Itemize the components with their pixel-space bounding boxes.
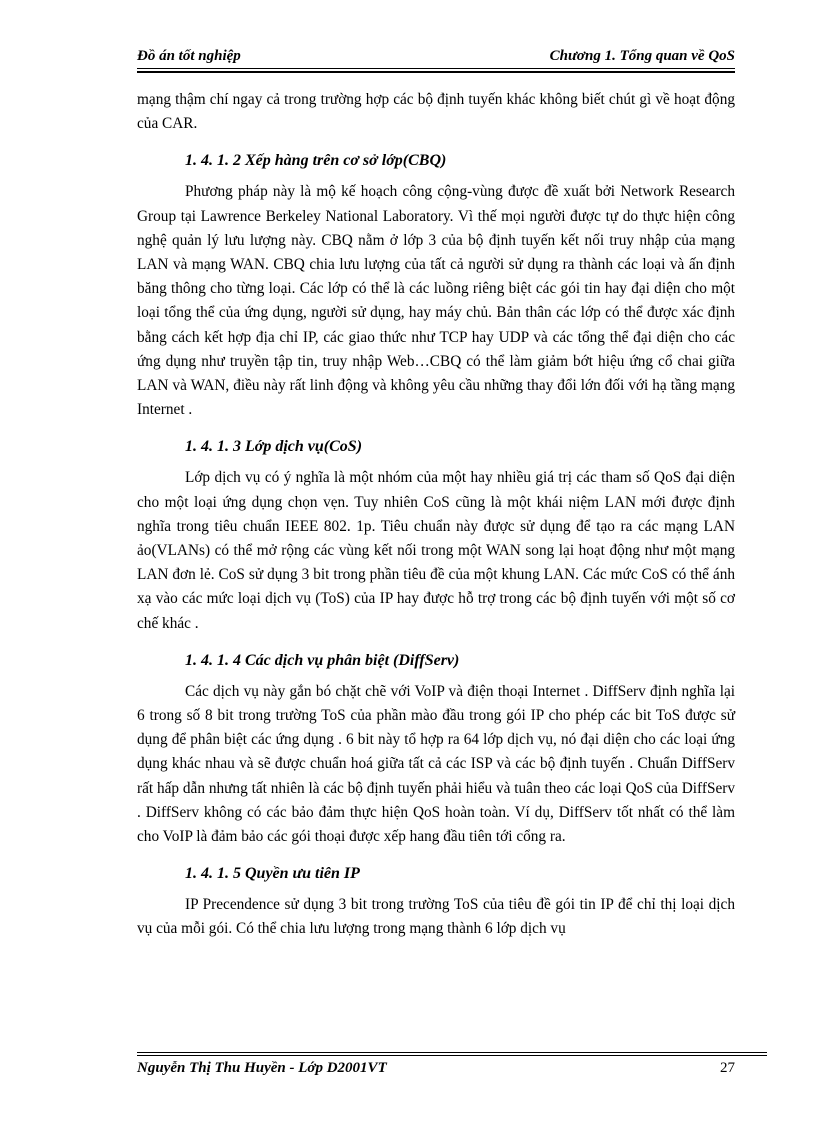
section-paragraph-diffserv: Các dịch vụ này gắn bó chặt chẽ với VoIP và điện thoại Internet . DiffServ định nghĩa lại 6 trong số 8 bit trong trường ToS của phần mào đầu trong gói IP cho phép các bit ToS được sử dụng để phân biệt các ứng dụng . 6 bit này tổ hợp ra 64 lớp dịch vụ, nó đại diện cho các loại ứng dụng khác nhau và sẽ được chuẩn hoá giữa tất cả các ISP và các bộ định tuyến . Chuẩn DiffServ rất hấp dẫn nhưng tất nhiên là các bộ định tuyến phải hiểu và tuân theo các loại QoS của DiffServ . DiffServ không có các bảo đảm thực hiện QoS hoàn toàn. Ví dụ, DiffServ tốt nhất có thể làm cho VoIP là đảm bảo các gói thoại được xếp hang đầu tiên tới cổng ra. [137,682,735,846]
header-chapter-title: Chương 1. Tổng quan về QoS [549,48,735,64]
footer-rule [137,1052,767,1053]
section-paragraph-cos: Lớp dịch vụ có ý nghĩa là một nhóm của một hay nhiều giá trị các tham số QoS đại diện cho một loại ứng dụng chọn vẹn. Tuy nhiên CoS cũng là một khái niệm LAN mới được định nghĩa trong tiêu chuẩn IEEE 802. 1p. Tiêu chuẩn này được sử dụng để tạo ra các mạng LAN ảo(VLANs) có thể mở rộng các vùng kết nối trong một WAN song lại hoạt động như một mạng LAN đơn lẻ. CoS sử dụng 3 bit trong phần tiêu đề của một khung LAN. Các mức CoS có thể ánh xạ vào các mức loại dịch vụ (ToS) của IP hay được hỗ trợ trong các bộ định tuyến với một số cơ chế khác . [137,469,735,632]
section-heading-cbq: 1. 4. 1. 2 Xếp hàng trên cơ sở lớp(CBQ) [185,152,447,170]
footer-rule-second [137,1055,767,1056]
section-heading-cos: 1. 4. 1. 3 Lớp dịch vụ(CoS) [185,438,363,456]
page-body [137,88,735,942]
section-paragraph-ip-precedence: IP Precendence sử dụng 3 bit trong trường ToS của tiêu đề gói tin IP để chỉ thị loại dịch vụ của mỗi gói. Có thể chia lưu lượng trong mạng thành 6 lớp dịch vụ [137,896,735,938]
header-rule-thick [137,71,735,73]
section-heading-diffserv: 1. 4. 1. 4 Các dịch vụ phân biệt (DiffServ) [185,651,460,669]
section-paragraph-cbq: Phương pháp này là mộ kế hoạch công cộng-vùng được đề xuất bởi Network Research Group tại Lawrence Berkeley National Laboratory. Vì thế mọi người được tự do thực hiện công nghệ quản lý lưu lượng này. CBQ nằm ở lớp 3 của bộ định tuyến kết nối truy nhập của mạng LAN và mạng WAN. CBQ chia lưu lượng của tất cả người sử dụng ra thành các loại và ấn định băng thông cho từng loại. Các lớp có thể là các luồng riêng biệt các gói tin hay đại diện cho một loại tổng thể của ứng dụng, người sử dụng, hay máy chủ. Bản thân các lớp có thể được xác định bằng cách kết hợp địa chỉ IP, các giao thức như TCP hay UDP và các tổng thể đại diện cho các ứng dụng như truyền tập tin, truy nhập Web…CBQ có thể làm giảm bớt hiệu ứng cổ chai giữa LAN và WAN, điều này rất linh động và không yêu cầu những thay đổi lớn đối với hạ tầng mạng Internet . [137,183,735,419]
intro-paragraph: mạng thậm chí ngay cả trong trường hợp các bộ định tuyến khác không biết chút gì về hoạt động của CAR. [137,91,735,133]
footer-author: Nguyễn Thị Thu Huyền - Lớp D2001VT [137,1060,387,1076]
section-heading-ip-precedence: 1. 4. 1. 5 Quyền ưu tiên IP [185,865,360,883]
page-number: 27 [720,1060,735,1076]
header-left-title: Đồ án tốt nghiệp [137,48,241,64]
header-rule [137,68,735,69]
